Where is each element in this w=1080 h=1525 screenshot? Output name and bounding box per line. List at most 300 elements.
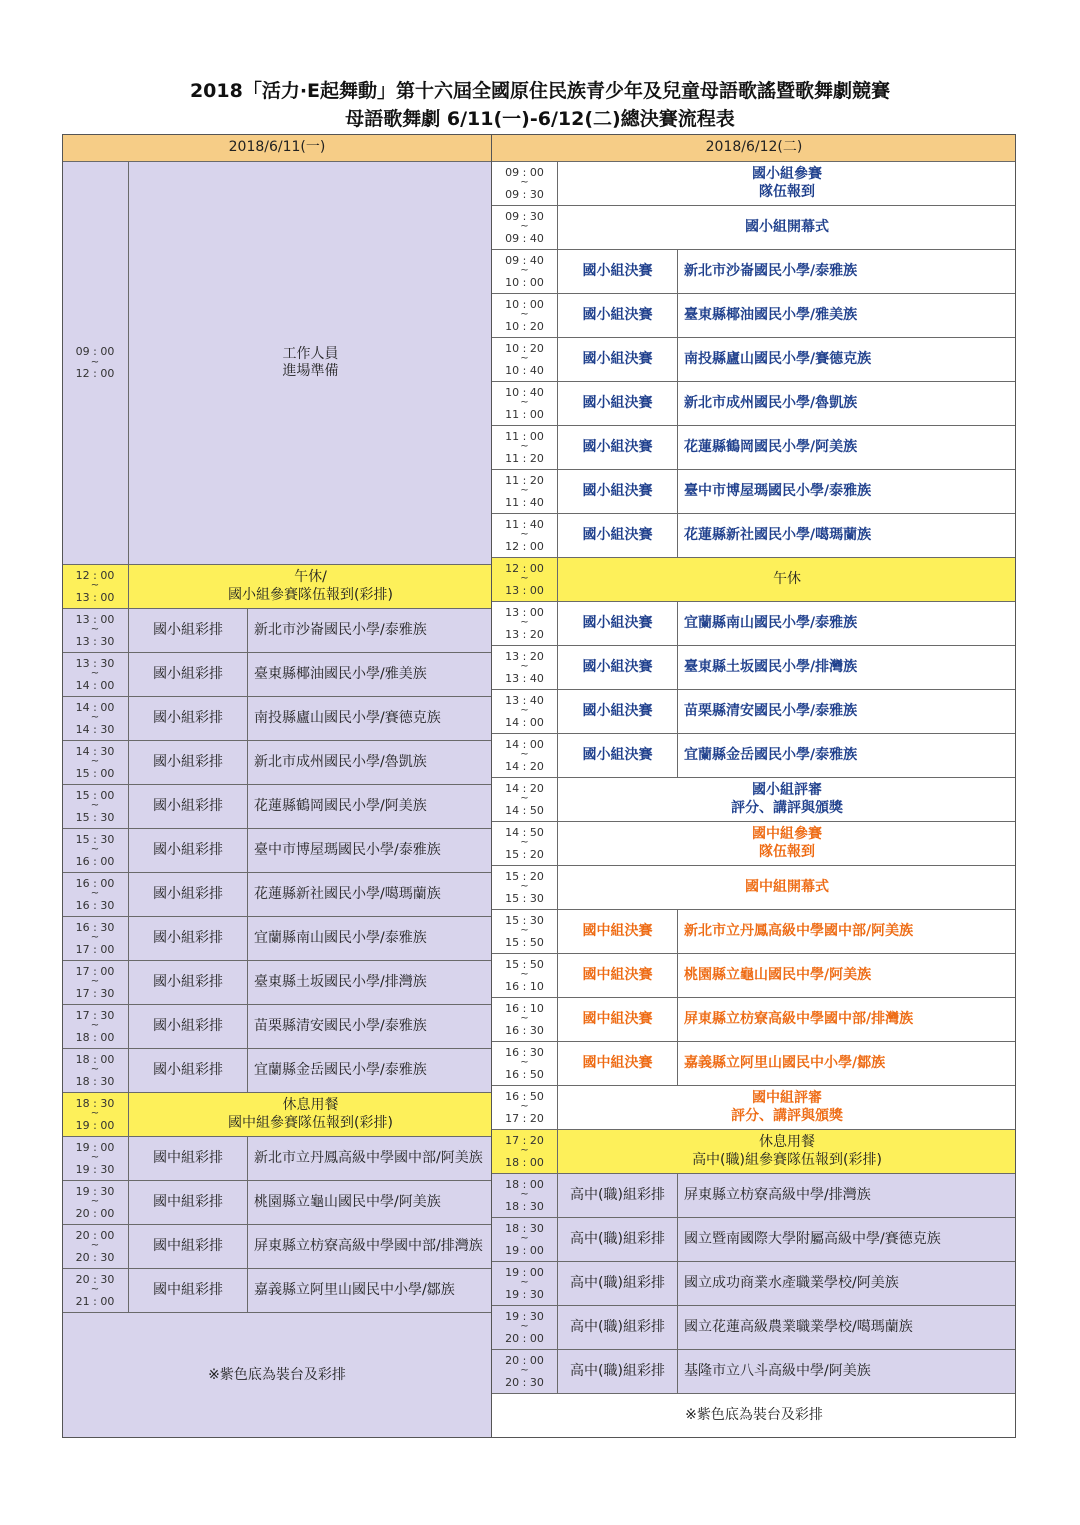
end-time: 16 : 50 xyxy=(505,1067,544,1081)
end-time: 18 : 30 xyxy=(75,1074,115,1088)
team-label: 臺東縣土坂國民小學/排灣族 xyxy=(684,658,858,675)
time-separator: ~ xyxy=(520,837,529,849)
time-cell xyxy=(62,1225,129,1269)
time-separator: ~ xyxy=(520,969,529,981)
team-name xyxy=(248,741,492,785)
junior-opening-text: 國中組開幕式 xyxy=(745,878,829,895)
time-cell xyxy=(62,1269,129,1313)
session-type-label: 國小組決賽 xyxy=(582,262,653,279)
end-time: 19 : 00 xyxy=(505,1243,544,1257)
day2-header-text: 2018/6/12(二) xyxy=(705,138,803,155)
time-cell xyxy=(62,1181,129,1225)
day1-header xyxy=(62,134,492,162)
staff-prep-line1: 工作人員 xyxy=(282,345,339,362)
time-cell xyxy=(492,382,558,426)
session-type-label: 國小組彩排 xyxy=(153,797,223,814)
start-time: 15 : 50 xyxy=(505,957,544,971)
end-time: 19 : 30 xyxy=(75,1162,115,1176)
team-label: 國立花蓮高級農業職業學校/噶瑪蘭族 xyxy=(684,1318,913,1335)
time-separator: ~ xyxy=(90,624,100,636)
session-type xyxy=(558,602,678,646)
session-type-label: 國小組彩排 xyxy=(153,621,223,638)
day1-header-text: 2018/6/11(一) xyxy=(228,138,326,155)
time-separator: ~ xyxy=(520,1365,529,1377)
time-separator: ~ xyxy=(520,1101,529,1113)
team-label: 桃園縣立龜山國民中學/阿美族 xyxy=(254,1193,441,1210)
session-type xyxy=(129,697,248,741)
session-type-label: 國小組決賽 xyxy=(582,658,653,675)
team-label: 新北市沙崙國民小學/泰雅族 xyxy=(684,262,858,279)
end-time: 20 : 30 xyxy=(75,1250,115,1264)
end-time: 19 : 00 xyxy=(75,1118,115,1132)
session-type xyxy=(129,1137,248,1181)
start-time: 19 : 00 xyxy=(505,1265,544,1279)
time-cell xyxy=(492,1174,558,1218)
elementary-checkin-line2: 隊伍報到 xyxy=(759,183,815,200)
time-cell xyxy=(492,1130,558,1174)
legend-note xyxy=(492,1394,1016,1438)
team-label: 苗栗縣清安國民小學/泰雅族 xyxy=(684,702,858,719)
end-time: 11 : 20 xyxy=(505,451,544,465)
team-name xyxy=(678,1350,1016,1394)
time-separator: ~ xyxy=(520,1321,529,1333)
team-name xyxy=(248,653,492,697)
time-cell xyxy=(62,741,129,785)
time-cell xyxy=(492,162,558,206)
session-type xyxy=(129,653,248,697)
time-cell xyxy=(492,690,558,734)
time-cell xyxy=(62,961,129,1005)
session-type-label: 國小組彩排 xyxy=(153,709,223,726)
team-name xyxy=(678,734,1016,778)
session-type-label: 高中(職)組彩排 xyxy=(570,1362,665,1379)
session-type-label: 國中組決賽 xyxy=(582,922,653,939)
time-separator: ~ xyxy=(520,1233,529,1245)
start-time: 18 : 30 xyxy=(505,1221,544,1235)
time-cell xyxy=(62,565,129,609)
team-name xyxy=(678,338,1016,382)
team-name xyxy=(248,1049,492,1093)
end-time: 13 : 30 xyxy=(75,634,115,648)
time-separator: ~ xyxy=(90,932,100,944)
session-type-label: 國小組決賽 xyxy=(582,746,653,763)
time-cell xyxy=(62,609,129,653)
team-label: 臺東縣椰油國民小學/雅美族 xyxy=(684,306,858,323)
time-separator: ~ xyxy=(520,925,529,937)
team-label: 屏東縣立枋寮高級中學/排灣族 xyxy=(684,1186,871,1203)
start-time: 15 : 30 xyxy=(505,913,544,927)
end-time: 14 : 00 xyxy=(75,678,115,692)
dinner-break xyxy=(558,1130,1016,1174)
team-name xyxy=(678,1262,1016,1306)
team-name xyxy=(678,954,1016,998)
start-time: 13 : 20 xyxy=(505,649,544,663)
team-label: 基隆市立八斗高級中學/阿美族 xyxy=(684,1362,871,1379)
time-separator: ~ xyxy=(520,1277,529,1289)
end-time: 13 : 40 xyxy=(505,671,544,685)
start-time: 14 : 50 xyxy=(505,825,544,839)
time-cell xyxy=(492,998,558,1042)
time-cell xyxy=(492,1350,558,1394)
time-cell xyxy=(492,646,558,690)
start-time: 13 : 30 xyxy=(75,656,115,670)
team-label: 花蓮縣新社國民小學/噶瑪蘭族 xyxy=(254,885,441,902)
junior-checkin xyxy=(558,822,1016,866)
dinner-break-line1: 休息用餐 xyxy=(759,1134,815,1150)
time-cell xyxy=(492,514,558,558)
start-time: 19 : 00 xyxy=(75,1140,115,1154)
session-type-label: 高中(職)組彩排 xyxy=(570,1230,665,1247)
junior-checkin-line2: 隊伍報到 xyxy=(759,843,815,860)
start-time: 18 : 30 xyxy=(75,1096,115,1110)
end-time: 15 : 20 xyxy=(505,847,544,861)
session-type-label: 國小組彩排 xyxy=(153,973,223,990)
session-type-label: 國小組彩排 xyxy=(153,1061,223,1078)
team-name xyxy=(248,1225,492,1269)
legend-note xyxy=(62,1313,492,1438)
start-time: 14 : 30 xyxy=(75,744,115,758)
team-name xyxy=(248,1137,492,1181)
end-time: 18 : 30 xyxy=(505,1199,544,1213)
team-name xyxy=(248,609,492,653)
team-name xyxy=(248,961,492,1005)
end-time: 14 : 30 xyxy=(75,722,115,736)
team-name xyxy=(248,1005,492,1049)
session-type xyxy=(129,917,248,961)
session-type xyxy=(558,1042,678,1086)
team-name xyxy=(678,646,1016,690)
time-separator: ~ xyxy=(90,888,100,900)
team-label: 宜蘭縣南山國民小學/泰雅族 xyxy=(254,929,427,946)
start-time: 16 : 50 xyxy=(505,1089,544,1103)
junior-judging-line1: 國中組評審 xyxy=(752,1090,822,1106)
session-type xyxy=(558,998,678,1042)
start-time: 14 : 00 xyxy=(505,737,544,751)
end-time: 13 : 20 xyxy=(505,627,544,641)
time-cell xyxy=(62,873,129,917)
start-time: 19 : 30 xyxy=(75,1184,115,1198)
team-label: 南投縣廬山國民小學/賽德克族 xyxy=(254,709,441,726)
team-name xyxy=(678,1218,1016,1262)
start-time: 12 : 00 xyxy=(505,561,544,575)
time-separator: ~ xyxy=(520,573,529,585)
time-cell xyxy=(62,785,129,829)
elementary-opening xyxy=(558,206,1016,250)
time-cell xyxy=(62,917,129,961)
session-type-label: 國中組決賽 xyxy=(582,966,653,983)
team-label: 新北市立丹鳳高級中學國中部/阿美族 xyxy=(684,922,914,939)
session-type-label: 國中組決賽 xyxy=(582,1010,653,1027)
dinner-break-line2: 高中(職)組參賽隊伍報到(彩排) xyxy=(692,1151,882,1168)
time-cell xyxy=(492,558,558,602)
session-type xyxy=(558,1262,678,1306)
time-separator: ~ xyxy=(520,1189,529,1201)
start-time: 17 : 00 xyxy=(75,964,115,978)
start-time: 16 : 10 xyxy=(505,1001,544,1015)
session-type xyxy=(129,829,248,873)
team-name xyxy=(678,382,1016,426)
team-name xyxy=(248,829,492,873)
elementary-judging-line2: 評分、講評與頒獎 xyxy=(731,799,843,816)
session-type xyxy=(129,741,248,785)
start-time: 11 : 40 xyxy=(505,517,544,531)
session-type-label: 國小組決賽 xyxy=(582,482,653,499)
legend-note-text: ※紫色底為裝台及彩排 xyxy=(208,1366,346,1383)
time-cell xyxy=(492,294,558,338)
team-name xyxy=(678,1174,1016,1218)
start-time: 10 : 20 xyxy=(505,341,544,355)
time-separator: ~ xyxy=(520,1145,529,1157)
time-cell xyxy=(492,954,558,998)
session-type xyxy=(129,1181,248,1225)
end-time: 16 : 30 xyxy=(505,1023,544,1037)
session-type-label: 高中(職)組彩排 xyxy=(570,1186,665,1203)
team-label: 苗栗縣清安國民小學/泰雅族 xyxy=(254,1017,427,1034)
start-time: 11 : 00 xyxy=(505,429,544,443)
time-cell xyxy=(62,1137,129,1181)
end-time: 15 : 30 xyxy=(75,810,115,824)
end-time: 21 : 00 xyxy=(75,1294,115,1308)
team-label: 花蓮縣新社國民小學/噶瑪蘭族 xyxy=(684,526,872,543)
session-type-label: 國中組彩排 xyxy=(153,1193,223,1210)
start-time: 13 : 40 xyxy=(505,693,544,707)
time-cell xyxy=(492,426,558,470)
session-type-label: 國小組決賽 xyxy=(582,394,653,411)
start-time: 09 : 30 xyxy=(505,209,544,223)
time-cell xyxy=(62,697,129,741)
start-time: 10 : 40 xyxy=(505,385,544,399)
time-cell xyxy=(62,1005,129,1049)
session-type xyxy=(558,1306,678,1350)
time-cell xyxy=(492,1042,558,1086)
end-time: 11 : 00 xyxy=(505,407,544,421)
time-separator: ~ xyxy=(90,844,100,856)
end-time: 15 : 30 xyxy=(505,891,544,905)
team-name xyxy=(248,873,492,917)
session-type xyxy=(129,609,248,653)
end-time: 14 : 50 xyxy=(505,803,544,817)
session-type xyxy=(129,1049,248,1093)
start-time: 09 : 00 xyxy=(75,345,115,359)
session-type xyxy=(129,961,248,1005)
time-cell xyxy=(492,822,558,866)
time-cell xyxy=(492,602,558,646)
start-time: 20 : 00 xyxy=(75,1228,115,1242)
time-separator: ~ xyxy=(90,1108,100,1120)
team-label: 宜蘭縣南山國民小學/泰雅族 xyxy=(684,614,858,631)
end-time: 18 : 00 xyxy=(75,1030,115,1044)
junior-opening xyxy=(558,866,1016,910)
time-separator: ~ xyxy=(520,881,529,893)
team-label: 宜蘭縣金岳國民小學/泰雅族 xyxy=(254,1061,427,1078)
time-separator: ~ xyxy=(520,221,529,233)
time-cell xyxy=(492,866,558,910)
session-type xyxy=(558,250,678,294)
team-label: 屏東縣立枋寮高級中學國中部/排灣族 xyxy=(254,1237,483,1254)
team-name xyxy=(248,785,492,829)
session-type xyxy=(558,690,678,734)
session-type xyxy=(129,1225,248,1269)
session-type xyxy=(558,1350,678,1394)
start-time: 09 : 40 xyxy=(505,253,544,267)
team-name xyxy=(678,250,1016,294)
end-time: 20 : 00 xyxy=(75,1206,115,1220)
session-type-label: 國小組決賽 xyxy=(582,350,653,367)
end-time: 17 : 30 xyxy=(75,986,115,1000)
session-type xyxy=(558,954,678,998)
time-separator: ~ xyxy=(90,800,100,812)
team-label: 花蓮縣鶴岡國民小學/阿美族 xyxy=(684,438,858,455)
time-separator: ~ xyxy=(520,749,529,761)
start-time: 16 : 00 xyxy=(75,876,115,890)
time-separator: ~ xyxy=(520,485,529,497)
time-separator: ~ xyxy=(520,661,529,673)
day2-header xyxy=(492,134,1016,162)
session-type-label: 國中組彩排 xyxy=(153,1281,223,1298)
time-separator: ~ xyxy=(520,441,529,453)
start-time: 14 : 20 xyxy=(505,781,544,795)
document-subtitle: 母語歌舞劇 6/11(一)-6/12(二)總決賽流程表 xyxy=(345,108,735,130)
session-type-label: 國小組彩排 xyxy=(153,753,223,770)
team-name xyxy=(678,602,1016,646)
start-time: 17 : 20 xyxy=(505,1133,544,1147)
start-time: 15 : 00 xyxy=(75,788,115,802)
session-type-label: 國小組彩排 xyxy=(153,841,223,858)
end-time: 16 : 30 xyxy=(75,898,115,912)
end-time: 12 : 00 xyxy=(75,367,115,381)
session-type xyxy=(129,873,248,917)
start-time: 16 : 30 xyxy=(75,920,115,934)
end-time: 10 : 00 xyxy=(505,275,544,289)
team-name xyxy=(678,998,1016,1042)
end-time: 20 : 30 xyxy=(505,1375,544,1389)
team-label: 國立暨南國際大學附屬高級中學/賽德克族 xyxy=(684,1230,941,1247)
end-time: 11 : 40 xyxy=(505,495,544,509)
end-time: 12 : 00 xyxy=(505,539,544,553)
start-time: 10 : 00 xyxy=(505,297,544,311)
time-cell xyxy=(492,250,558,294)
time-cell xyxy=(62,1049,129,1093)
session-type-label: 國小組彩排 xyxy=(153,665,223,682)
team-label: 國立成功商業水產職業學校/阿美族 xyxy=(684,1274,899,1291)
session-type-label: 國小組決賽 xyxy=(582,306,653,323)
end-time: 13 : 00 xyxy=(505,583,544,597)
start-time: 11 : 20 xyxy=(505,473,544,487)
time-cell xyxy=(492,778,558,822)
start-time: 18 : 00 xyxy=(505,1177,544,1191)
time-separator: ~ xyxy=(90,756,100,768)
team-name xyxy=(678,426,1016,470)
time-separator: ~ xyxy=(520,353,529,365)
time-cell xyxy=(62,829,129,873)
team-label: 嘉義縣立阿里山國民中小學/鄒族 xyxy=(684,1054,886,1071)
session-type-label: 國中組決賽 xyxy=(582,1054,653,1071)
time-cell xyxy=(492,910,558,954)
junior-checkin-line1: 國中組參賽 xyxy=(752,826,822,842)
session-type-label: 國小組彩排 xyxy=(153,885,223,902)
time-separator: ~ xyxy=(90,580,100,592)
time-separator: ~ xyxy=(90,1064,100,1076)
session-type xyxy=(558,1174,678,1218)
lunch-break-text: 午休 xyxy=(773,570,801,587)
day1-schedule xyxy=(62,134,492,1438)
start-time: 13 : 00 xyxy=(505,605,544,619)
team-label: 新北市成州國民小學/魯凱族 xyxy=(684,394,858,411)
time-cell xyxy=(62,653,129,697)
session-type-label: 高中(職)組彩排 xyxy=(570,1274,665,1291)
session-type xyxy=(558,514,678,558)
time-separator: ~ xyxy=(520,397,529,409)
elementary-checkin xyxy=(558,162,1016,206)
session-type xyxy=(558,646,678,690)
end-time: 17 : 20 xyxy=(505,1111,544,1125)
end-time: 09 : 30 xyxy=(505,187,544,201)
team-name xyxy=(678,1042,1016,1086)
dinner-break xyxy=(129,1093,492,1137)
start-time: 20 : 30 xyxy=(75,1272,115,1286)
end-time: 17 : 00 xyxy=(75,942,115,956)
time-separator: ~ xyxy=(520,177,529,189)
time-separator: ~ xyxy=(90,1020,100,1032)
end-time: 20 : 00 xyxy=(505,1331,544,1345)
time-separator: ~ xyxy=(520,617,529,629)
end-time: 15 : 00 xyxy=(75,766,115,780)
start-time: 19 : 30 xyxy=(505,1309,544,1323)
time-cell xyxy=(492,1262,558,1306)
end-time: 13 : 00 xyxy=(75,590,115,604)
session-type-label: 國小組彩排 xyxy=(153,929,223,946)
start-time: 09 : 00 xyxy=(505,165,544,179)
end-time: 16 : 10 xyxy=(505,979,544,993)
end-time: 16 : 00 xyxy=(75,854,115,868)
elementary-opening-text: 國小組開幕式 xyxy=(745,218,829,235)
time-separator: ~ xyxy=(520,265,529,277)
team-label: 臺東縣椰油國民小學/雅美族 xyxy=(254,665,427,682)
end-time: 14 : 20 xyxy=(505,759,544,773)
session-type xyxy=(558,1218,678,1262)
time-separator: ~ xyxy=(520,529,529,541)
time-separator: ~ xyxy=(90,712,100,724)
end-time: 18 : 00 xyxy=(505,1155,544,1169)
elementary-judging-line1: 國小組評審 xyxy=(752,782,822,798)
session-type-label: 國小組決賽 xyxy=(582,438,653,455)
legend-note-text: ※紫色底為裝台及彩排 xyxy=(685,1407,823,1424)
junior-judging-line2: 評分、講評與頒獎 xyxy=(731,1107,843,1124)
staff-prep-line2: 進場準備 xyxy=(282,363,339,379)
session-type xyxy=(129,1269,248,1313)
start-time: 14 : 00 xyxy=(75,700,115,714)
team-name xyxy=(678,470,1016,514)
start-time: 17 : 30 xyxy=(75,1008,115,1022)
team-name xyxy=(678,1306,1016,1350)
team-label: 宜蘭縣金岳國民小學/泰雅族 xyxy=(684,746,858,763)
session-type-label: 國小組彩排 xyxy=(153,1017,223,1034)
session-type xyxy=(558,470,678,514)
time-separator: ~ xyxy=(90,1152,100,1164)
session-type xyxy=(129,785,248,829)
time-separator: ~ xyxy=(90,1284,100,1296)
session-type-label: 國中組彩排 xyxy=(153,1149,223,1166)
time-separator: ~ xyxy=(90,976,100,988)
time-cell xyxy=(492,1306,558,1350)
lunch-break-line2: 國小組參賽隊伍報到(彩排) xyxy=(228,586,393,603)
end-time: 10 : 20 xyxy=(505,319,544,333)
session-type-label: 國小組決賽 xyxy=(582,614,653,631)
time-cell xyxy=(492,338,558,382)
document-title: 2018「活力·E起舞動」第十六屆全國原住民族青少年及兒童母語歌謠暨歌舞劇競賽 xyxy=(189,80,891,102)
session-type-label: 國中組彩排 xyxy=(153,1237,223,1254)
time-separator: ~ xyxy=(90,1196,100,1208)
